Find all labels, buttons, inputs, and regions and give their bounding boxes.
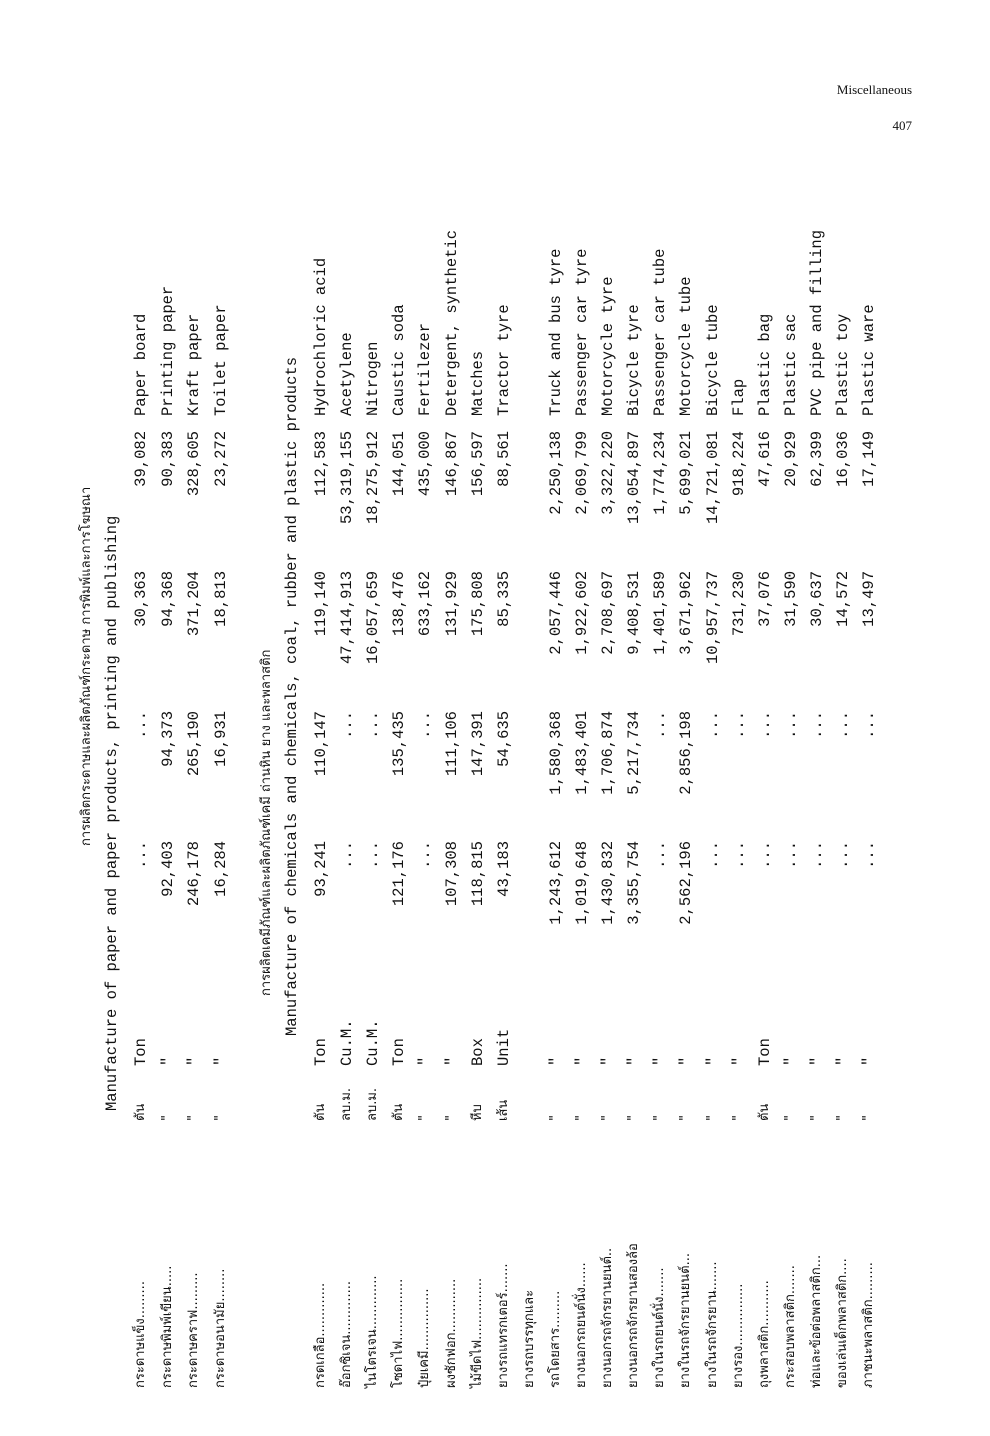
cell-unit-th: " [861, 1115, 877, 1121]
cell-unit-th: " [730, 1115, 746, 1121]
cell-v1: ... [755, 841, 774, 869]
cell-en: Toilet paper [211, 304, 230, 416]
cell-unit-en: " [703, 1056, 722, 1066]
cell-v1: ... [781, 841, 800, 869]
cell-unit-th: " [574, 1115, 589, 1121]
cell-unit-en: " [416, 1056, 435, 1066]
cell-thai: ยางนอกรถจักรยานยนต์.. [600, 1247, 616, 1388]
cell-v1: ... [416, 841, 435, 869]
cell-v1: ... [338, 841, 357, 869]
cell-unit-th: " [547, 1115, 563, 1121]
cell-v4: 144,051 [390, 431, 409, 497]
cell-v4: 146,867 [442, 431, 461, 497]
chem-section-title-thai: การผลิตเคมีภัณฑ์และผลิตภัณฑ์เคมี ถ่านหิน ยาง และพลาสติก [259, 649, 274, 996]
cell-v3: 31,590 [781, 571, 800, 627]
table-row [386, 0, 412, 1436]
cell-v1: ... [364, 841, 383, 869]
cell-v2: 110,147 [312, 711, 330, 777]
cell-v2: ... [651, 711, 670, 739]
cell-v2: 94,373 [158, 711, 177, 767]
cell-unit-th: หีบ [469, 1104, 485, 1121]
cell-unit-th: ตัน [133, 1103, 148, 1121]
cell-unit-th: " [600, 1115, 616, 1121]
cell-v2: ... [703, 711, 722, 739]
cell-v3: 94,368 [158, 571, 177, 627]
table-row [673, 0, 699, 1436]
cell-thai: ปุ๋ยเคมี............... [417, 1288, 433, 1388]
paper-section-title-thai: การผลิตกระดาษและผลิตภัณฑ์กระดาษ การพิมพ์และการโฆษณา [79, 486, 94, 846]
cell-en: Flap [729, 378, 748, 416]
cell-unit-en: " [546, 1056, 565, 1066]
cell-v3: 1,401,589 [651, 571, 670, 655]
cell-v3: 371,204 [185, 571, 203, 637]
cell-v2: ... [755, 711, 774, 739]
cell-v1: 43,183 [494, 841, 513, 897]
cell-thai: อ๊อกซิเจน............. [339, 1281, 355, 1388]
cell-en: Motorcycle tube [677, 276, 696, 416]
cell-unit-en: " [625, 1056, 644, 1066]
cell-v4: 47,616 [755, 431, 774, 487]
cell-thai: กระสอบพลาสติก....... [782, 1265, 798, 1388]
cell-v2: 135,435 [390, 711, 409, 777]
table-row [621, 0, 647, 1436]
cell-v1: 3,355,754 [625, 841, 644, 925]
cell-en: Detergent, synthetic [442, 229, 461, 416]
cell-en: Truck and bus tyre [546, 248, 565, 416]
cell-unit-th: เส้น [495, 1099, 511, 1121]
cell-unit-th: ตัน [391, 1103, 407, 1121]
table-row [569, 0, 595, 1436]
cell-unit-th: " [626, 1115, 642, 1121]
cell-en: Bicycle tube [703, 304, 722, 416]
cell-v4: 328,605 [185, 431, 203, 497]
cell-unit-en: " [442, 1056, 461, 1066]
cell-en: Tractor tyre [494, 304, 513, 416]
table-row [465, 0, 491, 1436]
cell-v4: 2,250,138 [546, 431, 565, 515]
table-row [181, 0, 207, 1436]
cell-v2: ... [781, 711, 800, 739]
cell-v4: 5,699,021 [677, 431, 696, 515]
cell-thai: กระดาษพิมพ์เขียน..... [159, 1265, 175, 1388]
cell-en: Passenger car tube [651, 248, 670, 416]
cell-thai: กระดาษคราฟ......... [186, 1272, 201, 1388]
cell-thai: โซดาไฟ............... [391, 1278, 407, 1388]
cell-thai: ยางในรถจักรยานยนต์... [678, 1253, 694, 1388]
table-row [360, 0, 386, 1436]
cell-v4: 2,069,799 [573, 431, 591, 515]
cell-thai: กระดาษแข็ง......... [133, 1281, 148, 1388]
cell-unit-th: " [652, 1115, 668, 1121]
cell-thai: ของเล่นเด็กพลาสติก.... [835, 1258, 850, 1388]
cell-unit-th: " [159, 1115, 175, 1121]
cell-v4: 14,721,081 [703, 431, 722, 525]
cell-en: PVC pipe and filling [807, 229, 826, 416]
cell-thai: ยางในรถยนต์นั่ง....... [652, 1267, 668, 1388]
cell-v1: 92,403 [158, 841, 177, 897]
cell-en: Plastic toy [834, 313, 852, 416]
cell-v1: 107,308 [442, 841, 461, 907]
cell-unit-en: Unit [494, 1028, 513, 1066]
cell-v4: 53,319,155 [338, 431, 357, 525]
cell-v2: 265,190 [185, 711, 203, 777]
cell-v3: 14,572 [834, 571, 852, 627]
cell-v2: 5,217,734 [625, 711, 644, 795]
cell-v1: 1,243,612 [546, 841, 565, 925]
table-row [752, 0, 778, 1436]
cell-en: Acetylene [338, 332, 357, 416]
cell-v3: 3,671,962 [677, 571, 696, 655]
cell-v2: 111,106 [442, 711, 461, 777]
cell-unit-en: " [677, 1056, 696, 1066]
cell-v3: 2,708,697 [599, 571, 618, 655]
cell-v2: ... [729, 711, 748, 739]
cell-unit-en: " [185, 1056, 203, 1066]
cell-unit-en: " [834, 1056, 852, 1066]
cell-v2: 2,856,198 [677, 711, 696, 795]
cell-unit-th: " [186, 1115, 201, 1121]
cell-v2: ... [860, 711, 879, 739]
cell-unit-en: Ton [755, 1038, 774, 1066]
cell-v1: 118,815 [468, 841, 487, 907]
cell-unit-en: " [729, 1056, 748, 1066]
cell-v1: ... [703, 841, 722, 869]
cell-en: Caustic soda [390, 304, 409, 416]
cell-v4: 13,054,897 [625, 431, 644, 525]
cell-unit-th: " [704, 1115, 720, 1121]
table-row [334, 0, 360, 1436]
cell-v3: 2,057,446 [546, 571, 565, 655]
cell-v3: 10,957,737 [703, 571, 722, 665]
cell-v2: 147,391 [468, 711, 487, 777]
cell-unit-en: " [158, 1056, 177, 1066]
cell-v2: 54,635 [494, 711, 513, 767]
cell-v1: ... [807, 841, 826, 869]
section-header: Miscellaneous [836, 82, 912, 97]
cell-unit-en: " [807, 1056, 826, 1066]
cell-thai: กระดาษอนามัย........ [212, 1268, 228, 1388]
table-row [517, 0, 543, 1436]
cell-v4: 20,929 [781, 431, 800, 487]
cell-v3: 633,162 [416, 571, 435, 637]
cell-en: Passenger car tyre [573, 248, 591, 416]
cell-v3: 30,363 [132, 571, 150, 627]
cell-v3: 85,335 [494, 571, 513, 627]
cell-thai: ท่อและข้อต่อพลาสติก... [808, 1254, 824, 1388]
cell-v4: 112,583 [312, 431, 330, 497]
cell-v3: 37,076 [755, 571, 774, 627]
cell-unit-th: " [417, 1115, 433, 1121]
cell-en: Hydrochloric acid [312, 257, 330, 416]
cell-thai: ยางนอกรถยนต์นั่ง...... [574, 1262, 589, 1388]
cell-v1: ... [132, 841, 150, 869]
cell-v1: ... [834, 841, 852, 869]
table-row [726, 0, 752, 1436]
cell-v1: 121,176 [390, 841, 409, 907]
cell-thai: ยางนอกรถจักรยานสองล้อ [626, 1243, 642, 1388]
cell-en: Plastic ware [860, 304, 879, 416]
cell-v4: 435,000 [416, 431, 435, 497]
cell-v3: 13,497 [860, 571, 879, 627]
cell-v3: 16,057,659 [364, 571, 383, 665]
table-row [595, 0, 621, 1436]
cell-unit-th: " [212, 1115, 228, 1121]
table-row [208, 0, 234, 1436]
cell-unit-th: " [678, 1115, 694, 1121]
cell-thai: ยางรอง............... [730, 1283, 746, 1388]
table-row [412, 0, 438, 1436]
cell-unit-th: " [835, 1115, 850, 1121]
table-row [647, 0, 673, 1436]
cell-v1: 246,178 [185, 841, 203, 907]
cell-v2: 16,931 [211, 711, 230, 767]
cell-unit-en: Cu.M. [364, 1019, 383, 1066]
cell-v4: 3,322,220 [599, 431, 618, 515]
cell-thai: ยางในรถจักรยาน....... [704, 1261, 720, 1388]
cell-v4: 39,082 [132, 431, 150, 487]
cell-v4: 18,275,912 [364, 431, 383, 525]
cell-unit-en: Ton [390, 1038, 409, 1066]
cell-v3: 30,637 [807, 571, 826, 627]
table-row [128, 0, 154, 1436]
cell-v3: 175,808 [468, 571, 487, 637]
cell-unit-en: Box [468, 1038, 487, 1066]
cell-v4: 23,272 [211, 431, 230, 487]
cell-en: Printing paper [158, 285, 177, 416]
cell-v3: 131,929 [442, 571, 461, 637]
cell-v3: 731,230 [729, 571, 748, 637]
cell-unit-en: " [599, 1056, 618, 1066]
cell-v4: 1,774,234 [651, 431, 670, 515]
cell-thai: ยางรถบรรทุกและ [521, 1289, 537, 1388]
cell-v4: 62,399 [807, 431, 826, 487]
cell-unit-th: " [808, 1115, 824, 1121]
cell-v2: ... [132, 711, 150, 739]
cell-v4: 17,149 [860, 431, 879, 487]
chem-section-title-en: Manufacture of chemicals and chemicals, coal, rubber and plastic products [283, 356, 301, 1036]
cell-v3: 9,408,531 [625, 571, 644, 655]
cell-v2: ... [834, 711, 852, 739]
table-row [830, 0, 856, 1436]
page-number: 407 [892, 118, 912, 133]
cell-unit-th: " [782, 1115, 798, 1121]
table-row [491, 0, 517, 1436]
table-row [856, 0, 882, 1436]
cell-v1: 2,562,196 [677, 841, 696, 925]
cell-v2: 1,580,368 [546, 711, 565, 795]
cell-v2: ... [807, 711, 826, 739]
cell-en: Nitrogen [364, 341, 383, 416]
cell-v4: 156,597 [468, 431, 487, 497]
cell-v2: ... [416, 711, 435, 739]
cell-thai: ไม้ขีดไฟ............... [469, 1277, 485, 1388]
cell-unit-en: " [211, 1056, 230, 1066]
cell-v3: 119,140 [312, 571, 330, 637]
cell-v2: 1,483,401 [573, 711, 591, 795]
cell-v1: ... [729, 841, 748, 869]
cell-unit-en: " [781, 1056, 800, 1066]
cell-v3: 138,476 [390, 571, 409, 637]
cell-en: Kraft paper [185, 313, 203, 416]
cell-unit-en: Ton [132, 1038, 150, 1066]
table-row [543, 0, 569, 1436]
cell-v1: 1,019,648 [573, 841, 591, 925]
cell-unit-th: ตัน [756, 1103, 772, 1121]
cell-v1: 93,241 [312, 841, 330, 897]
cell-thai: ไนโตรเจน............. [365, 1275, 381, 1388]
cell-thai: รถโดยสาร......... [547, 1290, 563, 1388]
cell-en: Plastic bag [755, 313, 774, 416]
table-row [155, 0, 181, 1436]
cell-unit-en: " [651, 1056, 670, 1066]
cell-v3: 1,922,602 [573, 571, 591, 655]
table-row [439, 0, 465, 1436]
cell-v3: 47,414,913 [338, 571, 357, 665]
cell-unit-en: Cu.M. [338, 1019, 357, 1066]
cell-unit-th: ลบ.ม. [365, 1087, 381, 1121]
cell-thai: ยางรถแทรกเตอร์....... [495, 1263, 511, 1388]
cell-unit-th: ลบ.ม. [339, 1087, 355, 1121]
cell-unit-en: " [860, 1056, 879, 1066]
cell-v1: 16,284 [211, 841, 230, 897]
cell-en: Paper board [132, 313, 150, 416]
cell-en: Bicycle tyre [625, 304, 644, 416]
cell-unit-en: Ton [312, 1038, 330, 1066]
paper-section-title-en: Manufacture of paper and paper products, printing and publishing [103, 515, 121, 1111]
cell-v4: 88,561 [494, 431, 513, 487]
cell-v4: 16,036 [834, 431, 852, 487]
cell-v4: 90,383 [158, 431, 177, 487]
cell-thai: ถุงพลาสติก........... [756, 1280, 772, 1388]
cell-en: Plastic sac [781, 313, 800, 416]
cell-v2: 1,706,874 [599, 711, 618, 795]
table-row [804, 0, 830, 1436]
cell-unit-en: " [573, 1056, 591, 1066]
cell-thai: กรดเกลือ............. [313, 1282, 328, 1388]
cell-v4: 918,224 [729, 431, 748, 497]
cell-unit-th: " [443, 1115, 459, 1121]
cell-en: Fertilezer [416, 322, 435, 416]
cell-v2: ... [364, 711, 383, 739]
cell-thai: ภาชนะพลาสติก......... [861, 1262, 877, 1388]
table-row [308, 0, 334, 1436]
cell-v1: ... [651, 841, 670, 869]
cell-unit-th: ตัน [313, 1103, 328, 1121]
cell-v1: 1,430,832 [599, 841, 618, 925]
table-row [700, 0, 726, 1436]
cell-v2: ... [338, 711, 357, 739]
cell-en: Matches [468, 350, 487, 416]
cell-v1: ... [860, 841, 879, 869]
cell-v3: 18,813 [211, 571, 230, 627]
cell-en: Motorcycle tyre [599, 276, 618, 416]
table-row [778, 0, 804, 1436]
cell-thai: ผงซักฟอก............. [443, 1278, 459, 1388]
